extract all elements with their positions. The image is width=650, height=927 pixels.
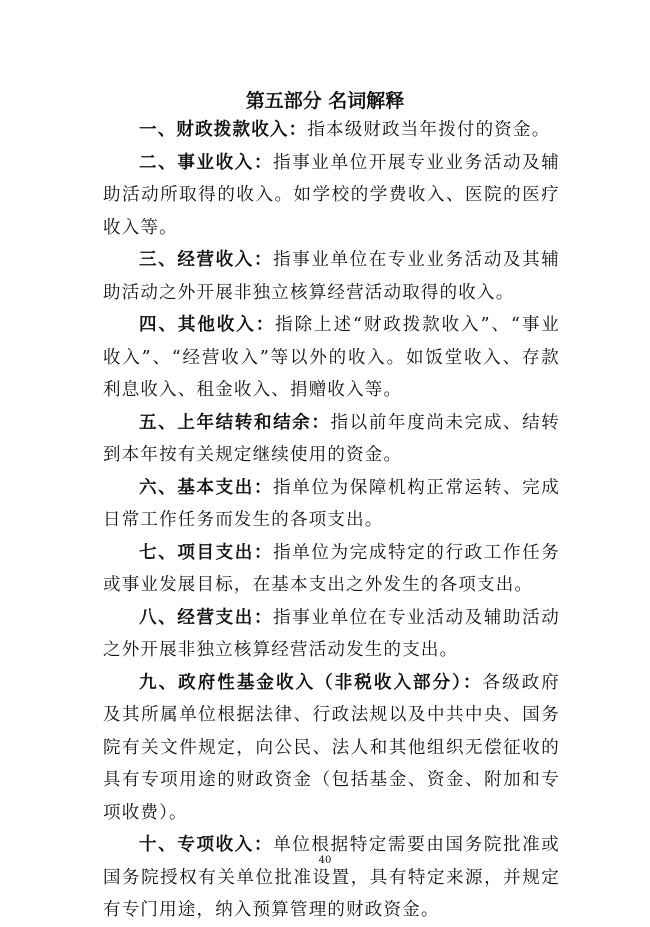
definition-term: 一、财政拨款收入： (139, 120, 308, 140)
definition-term: 八、经营支出： (139, 607, 274, 628)
definition-special-revenue (103, 829, 560, 927)
definition-text: 指事业单位在专业活动及辅助活动之外开展非独立核算经营活动发生的支出。 (103, 607, 561, 660)
definition-term: 二、事业收入： (139, 152, 274, 173)
definition-basic-expenditure (103, 472, 560, 537)
definition-term: 七、项目支出： (139, 542, 274, 563)
definition-text: 指本级财政当年拨付的资金。 (307, 120, 551, 140)
definition-text: 指除上述“财政拨款收入”、“事业收入”、“经营收入”等以外的收入。如饭堂收入、存款利息收入、租金收入、捐赠收入等。 (103, 315, 560, 400)
definition-business-revenue (103, 147, 560, 245)
definition-text: 指以前年度尚未完成、结转到本年按有关规定继续使用的资金。 (103, 412, 561, 465)
page-title: 第五部分 名词解释 (245, 90, 405, 112)
definition-text: 各级政府及其所属单位根据法律、行政法规以及中共中央、国务院有关文件规定，向公民、法人和其他组织无偿征收的具有专项用途的财政资金（包括基金、资金、附加和专项收费）。 (103, 672, 560, 823)
definition-term: 三、经营收入： (139, 250, 274, 270)
definition-operating-revenue (103, 244, 560, 309)
definition-operating-expenditure (103, 602, 560, 667)
definitions-list (103, 114, 560, 927)
definition-text: 指事业单位开展专业业务活动及辅助活动所取得的收入。如学校的学费收入、医院的医疗收入等。 (103, 152, 561, 238)
definition-term: 四、其他收入： (139, 315, 276, 335)
definition-text: 指事业单位在专业业务活动及其辅助活动之外开展非独立核算经营活动取得的收入。 (103, 250, 561, 303)
definition-term: 五、上年结转和结余： (139, 412, 331, 433)
definition-term: 九、政府性基金收入（非税收入部分）： (139, 672, 483, 693)
definition-text: 指单位为保障机构正常运转、完成日常工作任务而发生的各项支出。 (103, 477, 561, 530)
page-number: 40 (318, 855, 332, 866)
definition-fiscal-appropriation-revenue (103, 114, 560, 147)
definition-project-expenditure (103, 537, 560, 602)
definition-term: 六、基本支出： (139, 477, 274, 498)
definition-term: 十、专项收入： (139, 835, 274, 855)
definition-text: 单位根据特定需要由国务院批准或国务院授权有关单位批准设置，具有特定来源，并规定有专门用途，纳入预算管理的财政资金。 (103, 835, 561, 920)
definition-government-fund-revenue (103, 667, 560, 830)
definition-prior-year-carryover (103, 407, 560, 472)
definition-other-revenue (103, 309, 560, 407)
definition-text: 指单位为完成特定的行政工作任务或事业发展目标，在基本支出之外发生的各项支出。 (103, 542, 561, 595)
